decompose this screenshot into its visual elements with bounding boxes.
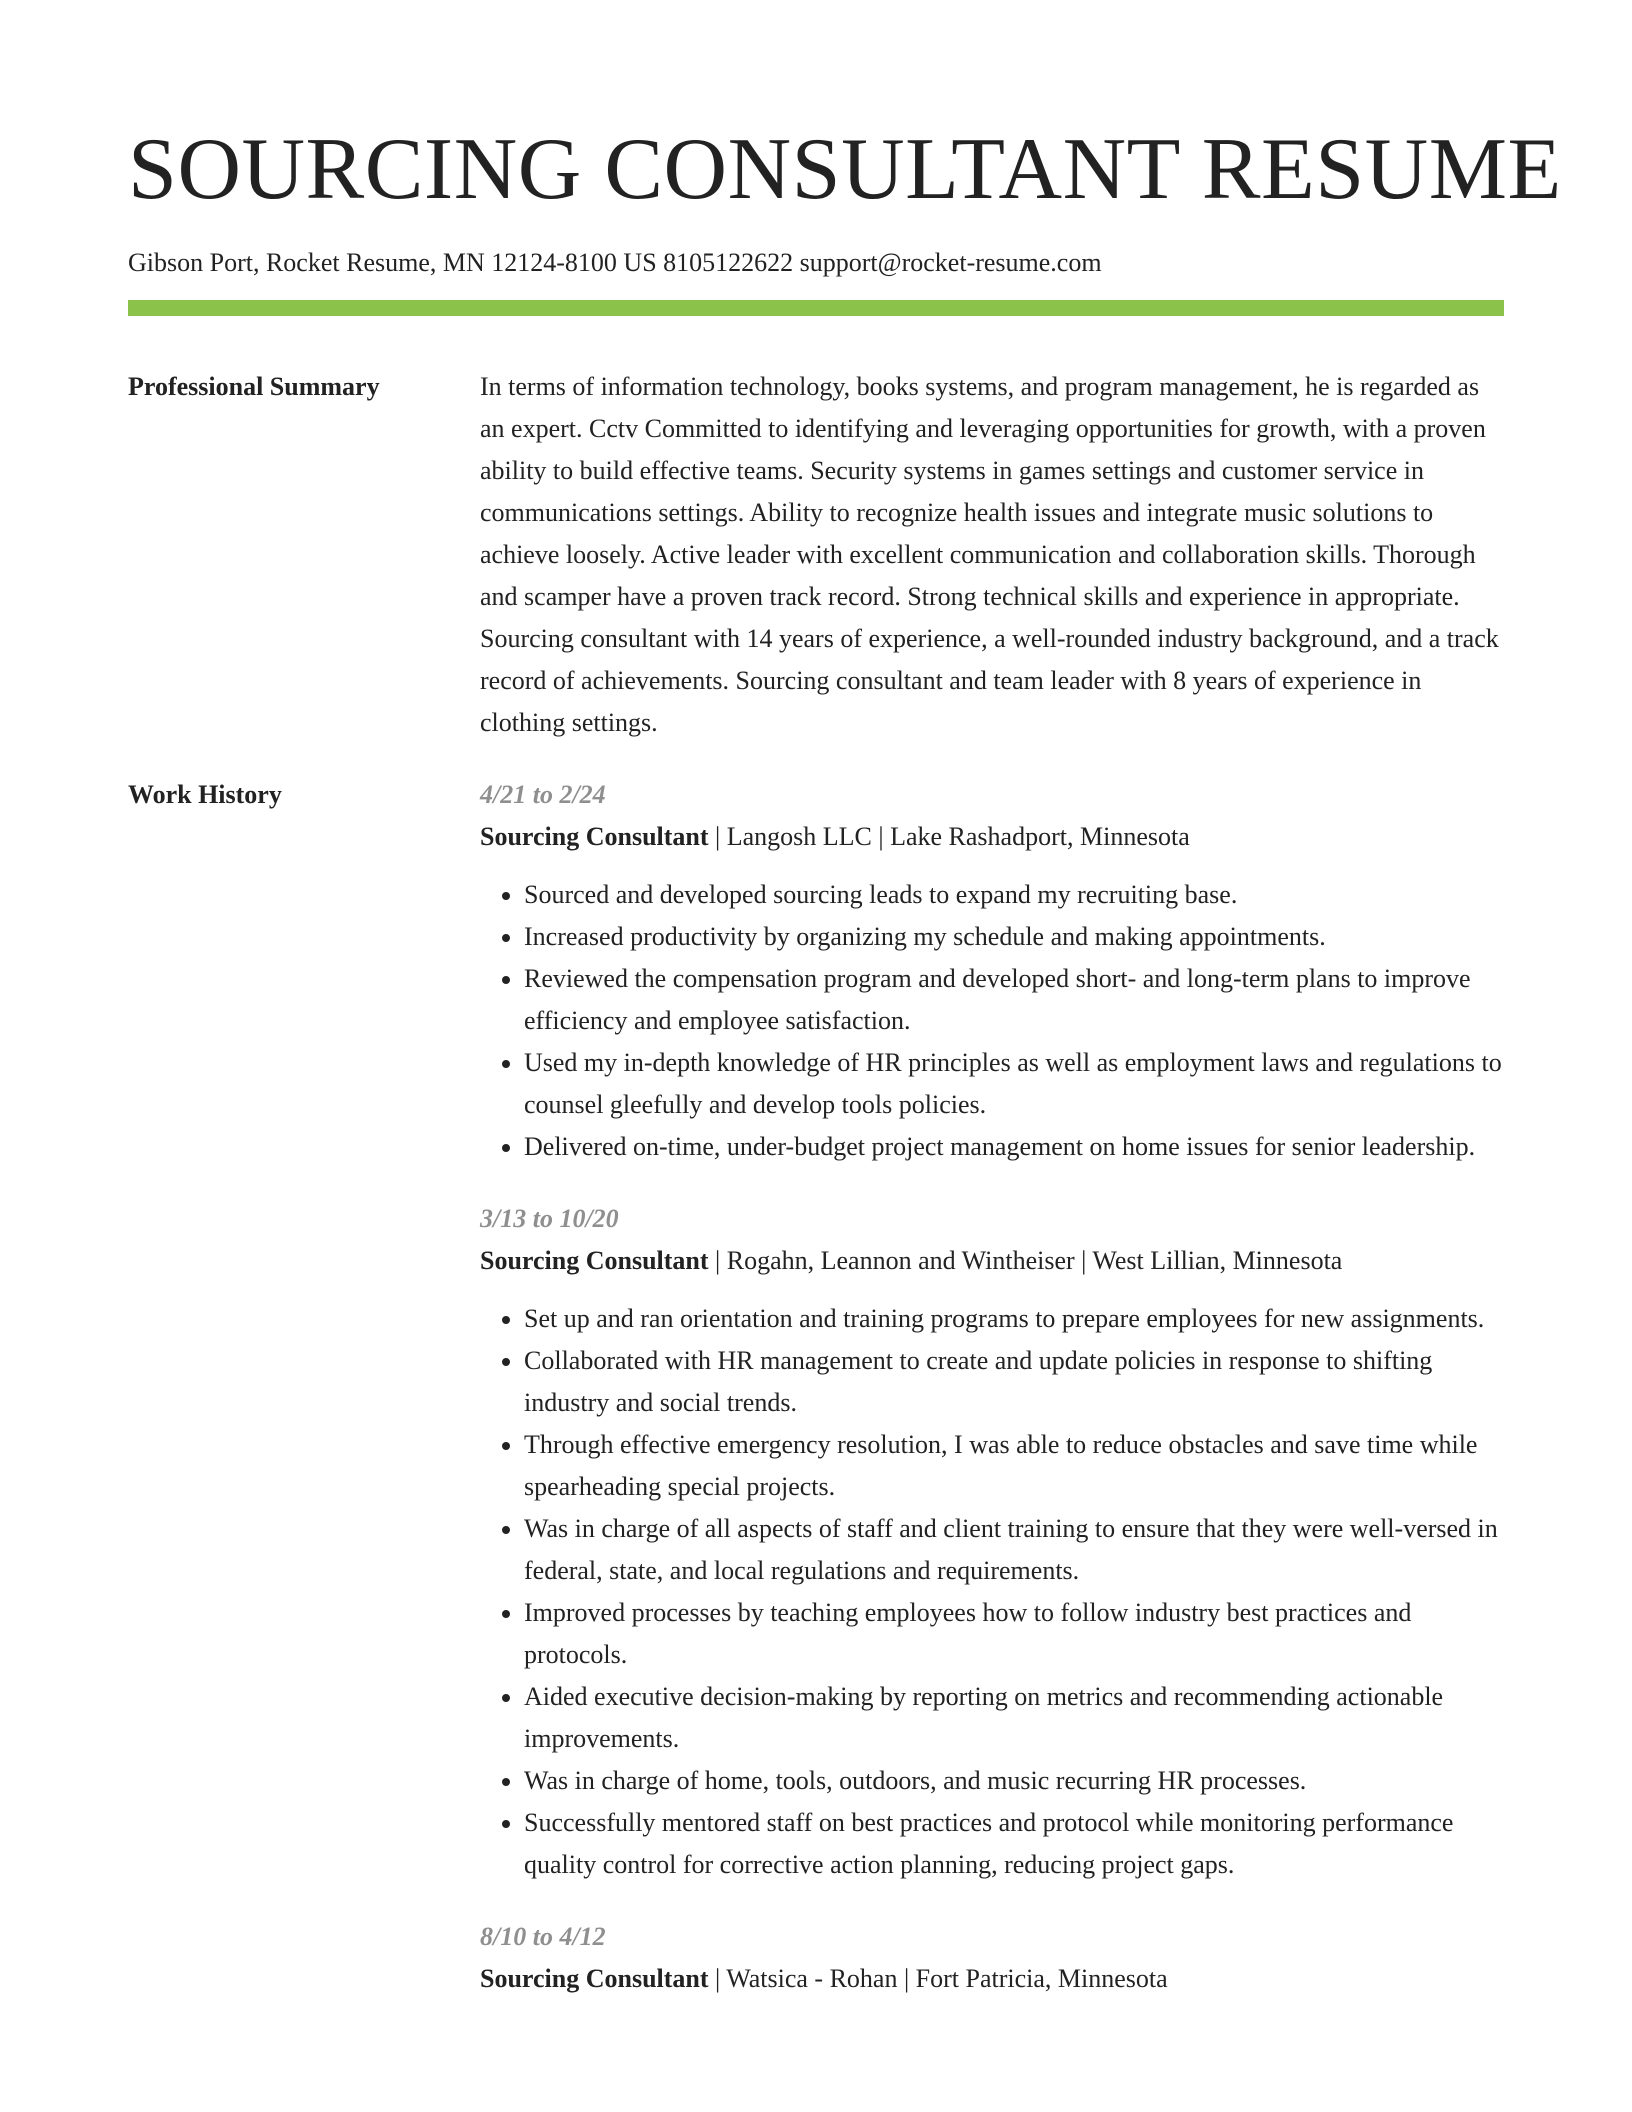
job-bullet: • Aided executive decision-making by reporting on metrics and recommending actionable improvements. [524, 1676, 1504, 1760]
job-bullet: • Through effective emergency resolution, I was able to reduce obstacles and save time while spearheading special projects. [524, 1424, 1504, 1508]
job-entry [480, 1916, 1504, 2000]
job-dates: 4/21 to 2/24 [480, 780, 606, 809]
job-bullets [480, 1298, 1504, 1886]
job-heading [480, 816, 1504, 858]
job-heading [480, 1958, 1504, 2000]
section-label-work-history: Work History [128, 780, 282, 809]
work-history-section [128, 774, 1504, 2000]
job-bullet: • Delivered on-time, under-budget project management on home issues for senior leadership. [524, 1126, 1504, 1168]
job-title: Sourcing Consultant [480, 1246, 709, 1275]
accent-divider [128, 300, 1504, 316]
job-bullet: • Improved processes by teaching employees how to follow industry best practices and protocols. [524, 1592, 1504, 1676]
job-bullet: • Was in charge of home, tools, outdoors, and music recurring HR processes. [524, 1760, 1504, 1802]
job-dates: 8/10 to 4/12 [480, 1922, 606, 1951]
job-details: | Rogahn, Leannon and Wintheiser | West Lillian, Minnesota [708, 1246, 1343, 1275]
job-list [480, 774, 1504, 2000]
job-bullet: • Was in charge of all aspects of staff and client training to ensure that they were well-versed in federal, state, and local regulations and requirements. [524, 1508, 1504, 1592]
job-bullet: • Reviewed the compensation program and developed short- and long-term plans to improve efficiency and employee satisfaction. [524, 958, 1504, 1042]
job-bullet: • Collaborated with HR management to create and update policies in response to shifting industry and social trends. [524, 1340, 1504, 1424]
job-bullet: • Used my in-depth knowledge of HR principles as well as employment laws and regulations to counsel gleefully and develop tools policies. [524, 1042, 1504, 1126]
resume-title: SOURCING CONSULTANT RESUME [128, 121, 1562, 218]
job-bullet: • Sourced and developed sourcing leads to expand my recruiting base. [524, 874, 1504, 916]
resume-page [128, 120, 1562, 2000]
job-bullet: • Increased productivity by organizing my schedule and making appointments. [524, 916, 1504, 958]
job-entry [480, 774, 1504, 1168]
section-label-summary: Professional Summary [128, 372, 380, 401]
job-bullet: • Successfully mentored staff on best practices and protocol while monitoring performance quality control for corrective action planning, reducing project gaps. [524, 1802, 1504, 1886]
contact-line: Gibson Port, Rocket Resume, MN 12124-8100 US 8105122622 support@rocket-resume.com [128, 248, 1102, 277]
summary-text: In terms of information technology, books systems, and program management, he is regarded as an expert. Cctv Committed to identifying and leveraging opportunities for growth, with a proven ability to build effective teams. Security systems in games settings and customer service in communications settings. Ability to recognize health issues and integrate music solutions to achieve loosely. Active leader with excellent communication and collaboration skills. Thorough and scamper have a proven track record. Strong technical skills and experience in appropriate. Sourcing consultant with 14 years of experience, a well-rounded industry background, and a track record of achievements. Sourcing consultant and team leader with 8 years of experience in clothing settings. [480, 372, 1499, 737]
job-title: Sourcing Consultant [480, 1964, 709, 1993]
job-entry [480, 1198, 1504, 1886]
job-heading [480, 1240, 1504, 1282]
job-dates: 3/13 to 10/20 [480, 1204, 619, 1233]
professional-summary-section [128, 366, 1504, 744]
job-bullet: • Set up and ran orientation and training programs to prepare employees for new assignments. [524, 1298, 1504, 1340]
job-details: | Langosh LLC | Lake Rashadport, Minnesota [708, 822, 1190, 851]
job-details: | Watsica - Rohan | Fort Patricia, Minnesota [708, 1964, 1168, 1993]
job-bullets [480, 874, 1504, 1168]
job-title: Sourcing Consultant [480, 822, 709, 851]
